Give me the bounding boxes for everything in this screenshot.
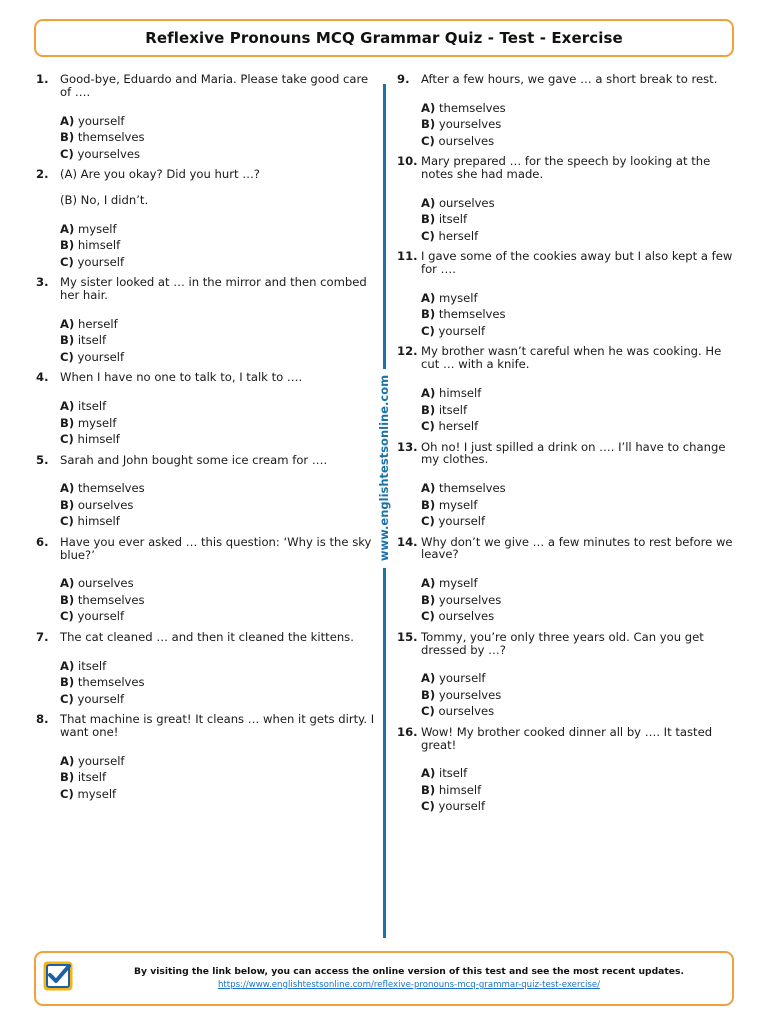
option-text: myself	[77, 786, 117, 801]
question-row	[36, 371, 381, 384]
answer-option	[421, 592, 742, 609]
option-letter: A)	[421, 195, 436, 210]
question-text: Wow! My brother cooked dinner all by …. It tasted great!	[421, 724, 713, 752]
answer-option	[60, 316, 381, 333]
question-text: The cat cleaned … and then it cleaned the kittens.	[60, 629, 354, 644]
answer-option	[421, 765, 742, 782]
option-text: himself	[77, 432, 120, 447]
option-text: himself	[438, 782, 482, 797]
answer-option	[60, 592, 381, 609]
option-text: yourselves	[438, 117, 502, 132]
answer-options	[421, 670, 742, 720]
question-row	[36, 713, 381, 739]
site-watermark-text: www.englishtestsonline.com	[377, 374, 391, 562]
question-row	[397, 536, 742, 562]
question-item	[36, 73, 381, 162]
option-letter: C)	[60, 254, 74, 269]
option-text: themselves	[77, 130, 145, 145]
question-number: 10.	[397, 154, 418, 169]
answer-options	[421, 480, 742, 530]
page-title: Reflexive Pronouns MCQ Grammar Quiz - Test - Exercise	[145, 29, 623, 47]
answer-option	[60, 691, 381, 708]
question-row	[36, 454, 381, 467]
option-letter: C)	[421, 704, 435, 719]
option-letter: B)	[60, 770, 75, 785]
question-row	[397, 155, 742, 181]
option-text: itself	[438, 212, 468, 227]
option-letter: A)	[60, 576, 75, 591]
answer-options	[60, 113, 381, 163]
question-number: 4.	[36, 370, 49, 385]
answer-option	[60, 349, 381, 366]
option-text: themselves	[77, 592, 145, 607]
option-text: yourselves	[77, 146, 140, 161]
option-text: yourself	[438, 514, 486, 529]
option-text: herself	[438, 228, 479, 243]
option-text: himself	[438, 386, 482, 401]
question-item	[36, 631, 381, 707]
answer-option	[60, 431, 381, 448]
answer-option	[421, 418, 742, 435]
answer-options	[421, 765, 742, 815]
option-text: yourself	[77, 691, 125, 706]
option-letter: A)	[421, 386, 436, 401]
question-text: Sarah and John bought some ice cream for ….	[60, 452, 328, 467]
option-text: yourself	[438, 671, 486, 686]
option-letter: A)	[421, 766, 436, 781]
answer-options	[60, 753, 381, 803]
option-text: myself	[77, 221, 117, 236]
answer-option	[421, 703, 742, 720]
answer-option	[60, 513, 381, 530]
online-version-link[interactable]: https://www.englishtestsonline.com/reflexive-pronouns-mcq-grammar-quiz-test-exercise/	[217, 980, 601, 990]
column-divider	[383, 568, 386, 938]
question-text: When I have no one to talk to, I talk to ….	[60, 370, 303, 385]
answer-option	[60, 254, 381, 271]
answer-options	[421, 195, 742, 245]
question-text: Have you ever asked … this question: ‘Why is the sky blue?’	[60, 534, 372, 562]
option-letter: B)	[60, 592, 75, 607]
answer-option	[60, 480, 381, 497]
option-text: itself	[77, 770, 107, 785]
answer-option	[421, 100, 742, 117]
question-number: 16.	[397, 724, 418, 739]
option-text: itself	[77, 333, 107, 348]
option-letter: B)	[421, 592, 436, 607]
answer-option	[421, 513, 742, 530]
option-text: yourself	[77, 349, 125, 364]
question-number: 2.	[36, 167, 49, 182]
option-letter: B)	[421, 117, 436, 132]
answer-options	[421, 385, 742, 435]
answer-options	[60, 575, 381, 625]
option-text: himself	[77, 514, 120, 529]
answer-options	[60, 316, 381, 366]
question-row	[36, 276, 381, 302]
option-letter: A)	[60, 658, 75, 673]
option-text: ourselves	[438, 704, 495, 719]
answer-options	[60, 480, 381, 530]
option-text: myself	[438, 290, 478, 305]
question-item	[36, 168, 381, 270]
question-number: 12.	[397, 344, 418, 359]
question-row	[36, 536, 381, 562]
question-item	[36, 276, 381, 365]
question-text: Good-bye, Eduardo and Maria. Please take good care of ….	[60, 72, 369, 99]
question-number: 9.	[397, 72, 410, 86]
answer-option	[421, 133, 742, 150]
answer-option	[421, 575, 742, 592]
question-number: 7.	[36, 629, 49, 644]
question-text: Tommy, you’re only three years old. Can you get dressed by …?	[421, 629, 704, 657]
answer-option	[60, 769, 381, 786]
answer-option	[60, 753, 381, 770]
question-row	[397, 631, 742, 657]
option-letter: B)	[60, 415, 75, 430]
option-text: ourselves	[77, 497, 134, 512]
option-text: myself	[77, 415, 117, 430]
option-letter: C)	[60, 609, 74, 624]
answer-option	[421, 290, 742, 307]
answer-option	[60, 398, 381, 415]
question-item	[36, 713, 381, 802]
option-letter: C)	[60, 146, 74, 161]
option-letter: C)	[60, 514, 74, 529]
question-item	[397, 155, 742, 244]
option-letter: B)	[421, 402, 436, 417]
answer-option	[421, 323, 742, 340]
option-letter: A)	[60, 753, 75, 768]
answer-option	[60, 658, 381, 675]
answer-options	[421, 290, 742, 340]
question-item	[36, 454, 381, 530]
option-letter: C)	[421, 514, 435, 529]
question-column-right	[397, 73, 742, 821]
question-text: That machine is great! It cleans … when it gets dirty. I want one!	[60, 712, 375, 740]
option-text: themselves	[438, 307, 506, 322]
question-text: I gave some of the cookies away but I also kept a few for ….	[421, 249, 733, 277]
option-letter: B)	[421, 782, 436, 797]
question-text: (A) Are you okay? Did you hurt …?	[60, 167, 260, 182]
answer-option	[421, 306, 742, 323]
option-text: yourselves	[438, 687, 502, 702]
question-text: Mary prepared … for the speech by looking at the notes she had made.	[421, 154, 711, 182]
option-text: yourself	[77, 609, 125, 624]
question-item	[397, 250, 742, 339]
question-text: My sister looked at … in the mirror and then combed her hair.	[60, 275, 367, 302]
footer-banner	[34, 951, 734, 1006]
question-row	[397, 441, 742, 467]
checkbox-check-icon	[42, 960, 74, 992]
answer-option	[421, 798, 742, 815]
answer-option	[421, 497, 742, 514]
option-text: yourself	[438, 323, 486, 338]
answer-option	[60, 237, 381, 254]
question-number: 15.	[397, 629, 418, 644]
option-letter: A)	[421, 671, 436, 686]
answer-option	[421, 211, 742, 228]
option-letter: A)	[60, 316, 75, 331]
option-letter: A)	[421, 576, 436, 591]
answer-option	[421, 228, 742, 245]
question-item	[36, 536, 381, 625]
answer-option	[60, 332, 381, 349]
option-text: themselves	[438, 481, 506, 496]
question-text: After a few hours, we gave … a short break to rest.	[421, 72, 718, 86]
answer-option	[60, 608, 381, 625]
question-row	[397, 726, 742, 752]
footer-notice: By visiting the link below, you can access the online version of this test and see the most recent updates.	[134, 966, 684, 977]
option-text: ourselves	[438, 133, 495, 148]
option-text: themselves	[77, 481, 145, 496]
answer-option	[421, 687, 742, 704]
answer-option	[60, 113, 381, 130]
question-item	[397, 73, 742, 149]
option-text: yourself	[77, 113, 125, 128]
answer-options	[60, 398, 381, 448]
option-letter: B)	[421, 307, 436, 322]
answer-option	[60, 497, 381, 514]
question-row	[36, 631, 381, 644]
answer-option	[60, 129, 381, 146]
question-item	[397, 631, 742, 720]
question-column-left	[36, 73, 381, 808]
option-text: themselves	[438, 100, 506, 115]
question-item	[36, 371, 381, 447]
question-number: 14.	[397, 534, 418, 549]
option-text: myself	[438, 497, 478, 512]
option-letter: B)	[60, 130, 75, 145]
option-letter: A)	[60, 481, 75, 496]
option-letter: C)	[60, 349, 74, 364]
question-text: Why don’t we give … a few minutes to rest before we leave?	[421, 534, 733, 562]
answer-option	[421, 385, 742, 402]
option-letter: C)	[421, 323, 435, 338]
question-number: 6.	[36, 534, 49, 549]
option-letter: C)	[421, 419, 435, 434]
question-row	[36, 168, 381, 181]
option-text: himself	[77, 238, 121, 253]
answer-option	[60, 415, 381, 432]
question-item	[397, 726, 742, 815]
question-number: 13.	[397, 439, 418, 454]
question-text: Oh no! I just spilled a drink on …. I’ll have to change my clothes.	[421, 439, 726, 467]
option-letter: B)	[60, 238, 75, 253]
question-row	[397, 73, 742, 86]
answer-option	[421, 480, 742, 497]
option-text: herself	[77, 316, 118, 331]
option-letter: A)	[421, 290, 436, 305]
option-letter: B)	[60, 675, 75, 690]
option-letter: C)	[421, 799, 435, 814]
question-number: 5.	[36, 452, 49, 467]
option-text: myself	[438, 576, 478, 591]
option-text: ourselves	[77, 576, 134, 591]
answer-option	[421, 195, 742, 212]
answer-option	[60, 786, 381, 803]
answer-option	[60, 674, 381, 691]
option-letter: A)	[421, 100, 436, 115]
answer-options	[60, 658, 381, 708]
option-letter: C)	[421, 609, 435, 624]
option-text: yourself	[438, 799, 486, 814]
answer-option	[421, 782, 742, 799]
question-item	[397, 345, 742, 434]
answer-option	[421, 402, 742, 419]
question-item	[397, 441, 742, 530]
answer-option	[60, 146, 381, 163]
answer-options	[60, 221, 381, 271]
option-letter: B)	[421, 212, 436, 227]
answer-option	[421, 670, 742, 687]
option-letter: C)	[60, 432, 74, 447]
option-letter: A)	[60, 113, 75, 128]
question-number: 11.	[397, 249, 418, 264]
question-number: 3.	[36, 275, 49, 290]
option-letter: B)	[60, 333, 75, 348]
option-letter: C)	[421, 133, 435, 148]
option-text: ourselves	[438, 609, 495, 624]
option-text: herself	[438, 419, 479, 434]
question-item	[397, 536, 742, 625]
answer-options	[421, 575, 742, 625]
question-row	[397, 250, 742, 276]
option-text: yourself	[77, 254, 125, 269]
answer-option	[60, 221, 381, 238]
option-letter: B)	[421, 497, 436, 512]
answer-options	[421, 100, 742, 150]
question-row	[36, 73, 381, 99]
option-letter: A)	[60, 221, 75, 236]
question-number: 1.	[36, 72, 49, 86]
option-letter: B)	[421, 687, 436, 702]
option-text: yourself	[77, 753, 125, 768]
answer-option	[421, 116, 742, 133]
option-text: yourselves	[438, 592, 502, 607]
option-letter: C)	[60, 691, 74, 706]
title-banner	[34, 19, 734, 57]
question-number: 8.	[36, 712, 49, 727]
option-text: itself	[77, 658, 107, 673]
question-row	[397, 345, 742, 371]
answer-option	[421, 608, 742, 625]
option-text: themselves	[77, 675, 145, 690]
option-letter: C)	[421, 228, 435, 243]
option-text: ourselves	[438, 195, 495, 210]
option-text: itself	[438, 766, 468, 781]
option-letter: A)	[60, 399, 75, 414]
question-response-line: (B) No, I didn’t.	[60, 192, 149, 207]
option-text: itself	[77, 399, 107, 414]
option-letter: C)	[60, 786, 74, 801]
answer-option	[60, 575, 381, 592]
option-letter: B)	[60, 497, 75, 512]
column-divider	[383, 84, 386, 369]
option-text: itself	[438, 402, 468, 417]
option-letter: A)	[421, 481, 436, 496]
question-text: My brother wasn’t careful when he was cooking. He cut … with a knife.	[421, 344, 722, 372]
